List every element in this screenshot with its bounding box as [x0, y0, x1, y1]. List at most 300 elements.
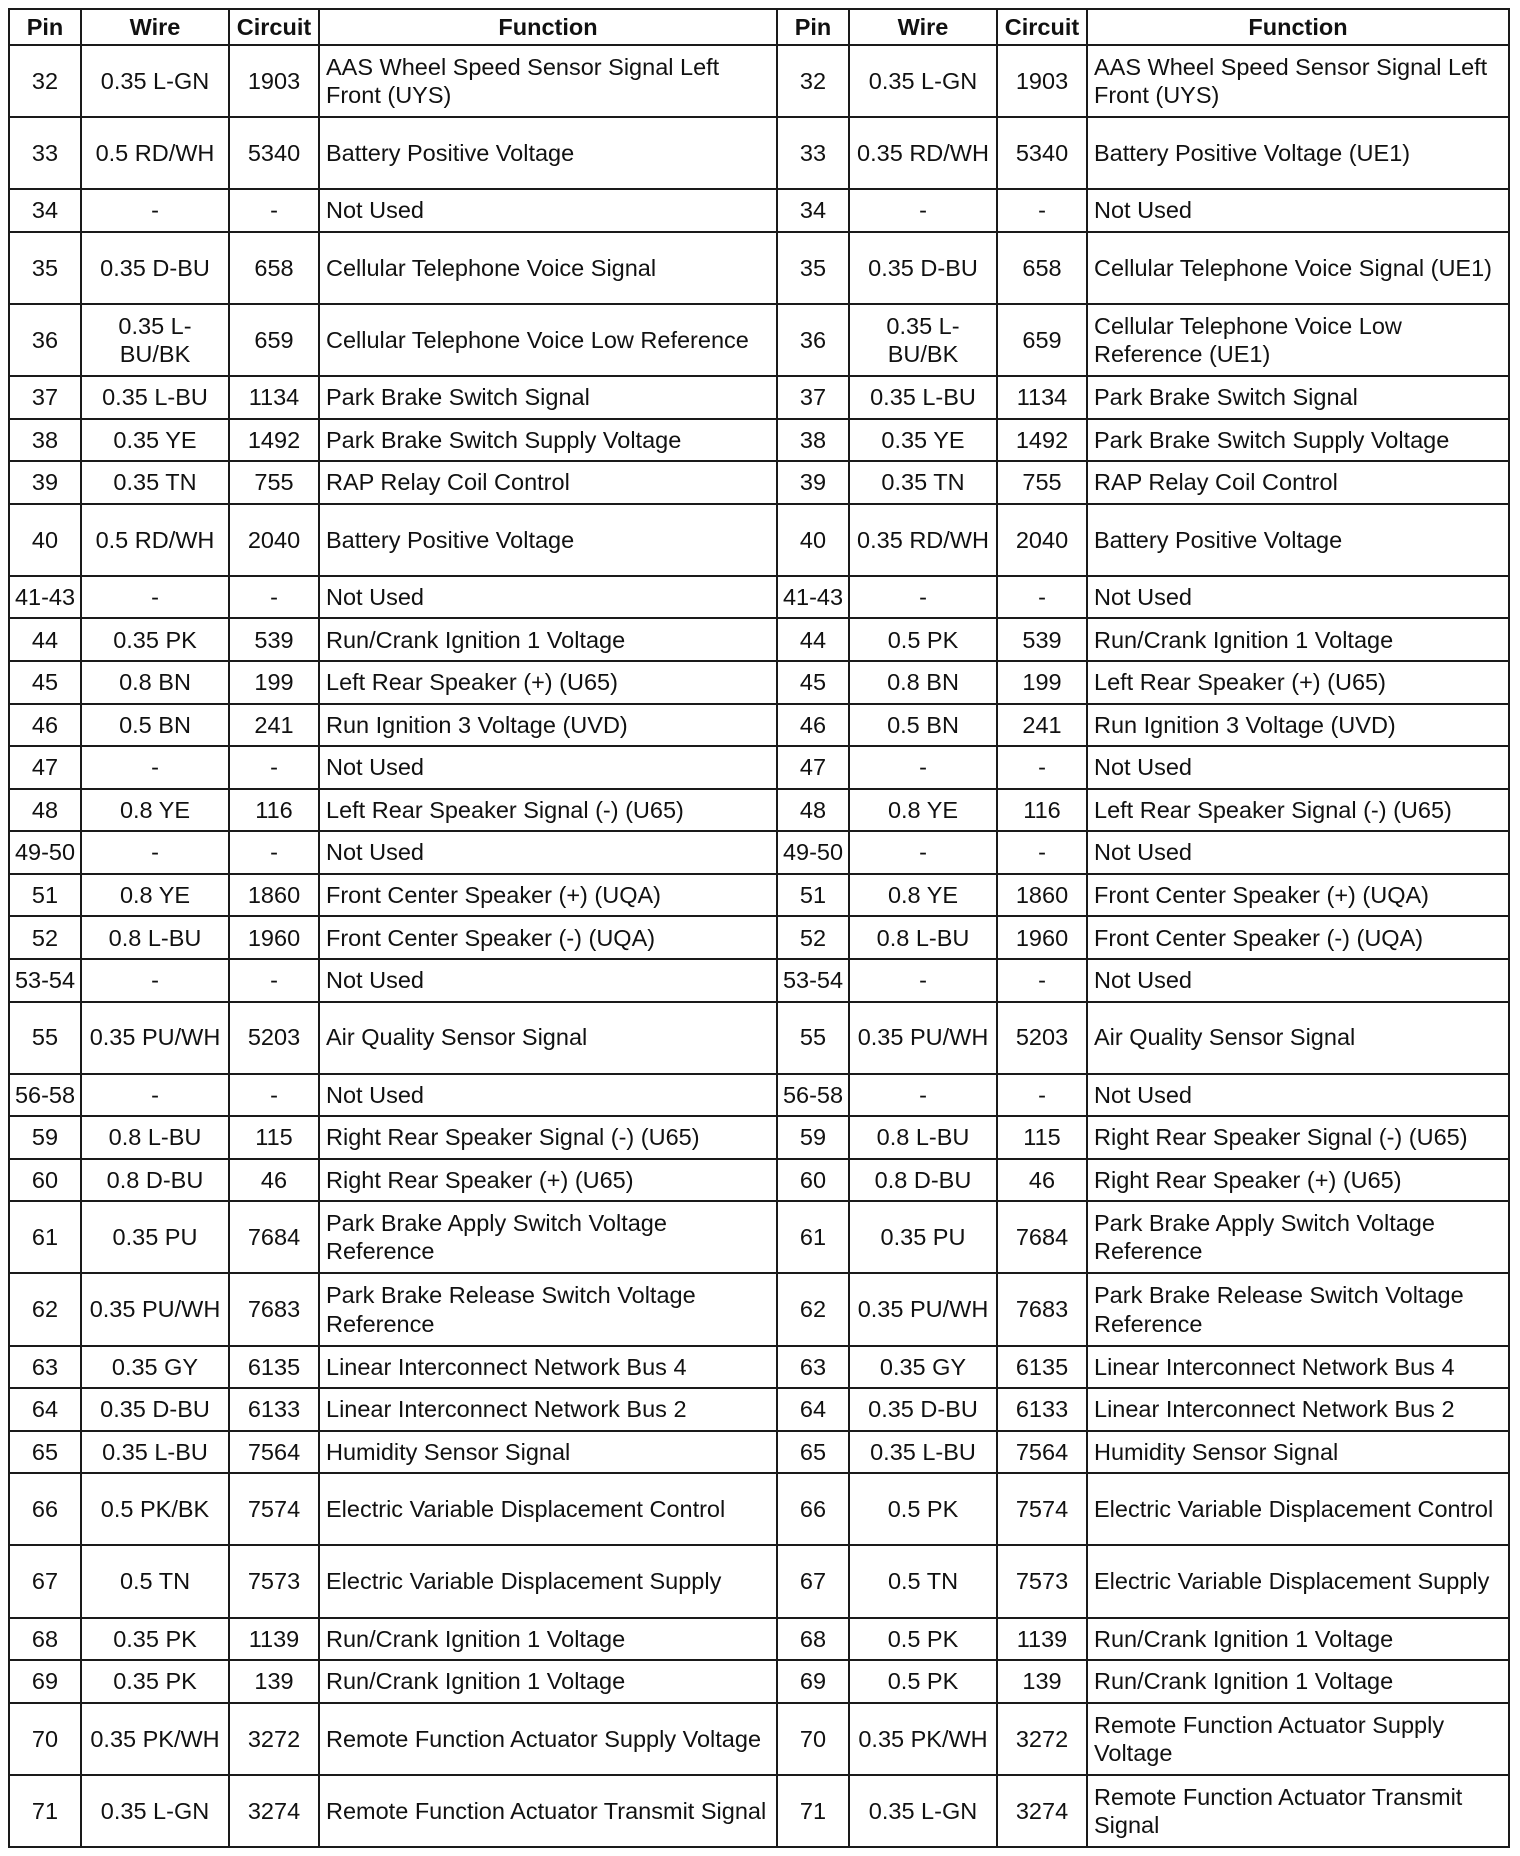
- pin-cell-right: 68: [777, 1618, 849, 1661]
- pin-cell-right: 69: [777, 1660, 849, 1703]
- wire-cell-left: -: [81, 189, 229, 232]
- circuit-cell-right: -: [997, 189, 1087, 232]
- circuit-cell-left: 7573: [229, 1545, 319, 1617]
- function-cell-right: Front Center Speaker (+) (UQA): [1087, 874, 1509, 917]
- pin-cell-right: 44: [777, 618, 849, 661]
- pin-cell-right: 67: [777, 1545, 849, 1617]
- wire-cell-right: 0.35 RD/WH: [849, 117, 997, 189]
- table-row: [9, 1388, 1509, 1431]
- wire-cell-right: 0.8 BN: [849, 661, 997, 704]
- table-row: [9, 1159, 1509, 1202]
- circuit-cell-right: 116: [997, 789, 1087, 832]
- wire-cell-left: 0.35 PK: [81, 1618, 229, 1661]
- circuit-cell-left: 3274: [229, 1775, 319, 1847]
- table-header: [9, 9, 1509, 45]
- table-body: [9, 45, 1509, 1847]
- wire-cell-left: -: [81, 1074, 229, 1117]
- wire-cell-right: 0.35 RD/WH: [849, 504, 997, 576]
- wire-cell-right: 0.8 YE: [849, 874, 997, 917]
- wire-cell-right: 0.35 D-BU: [849, 1388, 997, 1431]
- wire-cell-right: 0.8 D-BU: [849, 1159, 997, 1202]
- wire-cell-right: 0.5 PK: [849, 1473, 997, 1545]
- pin-cell-right: 70: [777, 1703, 849, 1775]
- function-cell-left: Not Used: [319, 576, 777, 619]
- function-cell-left: Linear Interconnect Network Bus 4: [319, 1346, 777, 1389]
- table-row: [9, 959, 1509, 1002]
- table-row: [9, 704, 1509, 747]
- function-cell-right: Not Used: [1087, 959, 1509, 1002]
- pin-cell-left: 51: [9, 874, 81, 917]
- pin-cell-left: 59: [9, 1116, 81, 1159]
- wire-cell-right: 0.5 PK: [849, 618, 997, 661]
- pin-cell-right: 66: [777, 1473, 849, 1545]
- table-row: [9, 1703, 1509, 1775]
- table-row: [9, 45, 1509, 117]
- wire-cell-right: -: [849, 1074, 997, 1117]
- pin-cell-left: 65: [9, 1431, 81, 1474]
- circuit-cell-left: 115: [229, 1116, 319, 1159]
- table-row: [9, 789, 1509, 832]
- function-cell-left: Remote Function Actuator Transmit Signal: [319, 1775, 777, 1847]
- circuit-cell-right: 1860: [997, 874, 1087, 917]
- function-cell-left: Not Used: [319, 189, 777, 232]
- function-cell-left: AAS Wheel Speed Sensor Signal Left Front (UYS): [319, 45, 777, 117]
- wire-cell-right: 0.5 PK: [849, 1618, 997, 1661]
- wire-cell-right: 0.35 PU: [849, 1201, 997, 1273]
- circuit-cell-right: 5340: [997, 117, 1087, 189]
- pin-cell-right: 48: [777, 789, 849, 832]
- table-row: [9, 189, 1509, 232]
- wire-cell-left: 0.35 PU/WH: [81, 1273, 229, 1345]
- circuit-cell-left: 199: [229, 661, 319, 704]
- wire-cell-left: 0.8 D-BU: [81, 1159, 229, 1202]
- wire-cell-left: 0.5 BN: [81, 704, 229, 747]
- circuit-cell-left: 5340: [229, 117, 319, 189]
- wire-cell-left: 0.35 PK/WH: [81, 1703, 229, 1775]
- circuit-cell-left: -: [229, 746, 319, 789]
- wire-cell-right: 0.35 L-GN: [849, 45, 997, 117]
- circuit-cell-left: -: [229, 959, 319, 1002]
- function-cell-right: Run/Crank Ignition 1 Voltage: [1087, 1618, 1509, 1661]
- function-cell-right: Humidity Sensor Signal: [1087, 1431, 1509, 1474]
- circuit-cell-right: 659: [997, 304, 1087, 376]
- wire-cell-left: 0.5 RD/WH: [81, 117, 229, 189]
- pin-cell-left: 41-43: [9, 576, 81, 619]
- wire-cell-left: 0.35 YE: [81, 419, 229, 462]
- wire-cell-left: 0.5 TN: [81, 1545, 229, 1617]
- wire-cell-left: -: [81, 576, 229, 619]
- pin-cell-right: 33: [777, 117, 849, 189]
- circuit-cell-right: 2040: [997, 504, 1087, 576]
- pin-cell-left: 52: [9, 916, 81, 959]
- pin-cell-left: 56-58: [9, 1074, 81, 1117]
- wire-cell-left: 0.35 PU: [81, 1201, 229, 1273]
- circuit-cell-left: 7683: [229, 1273, 319, 1345]
- circuit-cell-right: 1960: [997, 916, 1087, 959]
- wire-cell-left: 0.5 RD/WH: [81, 504, 229, 576]
- wire-cell-left: 0.5 PK/BK: [81, 1473, 229, 1545]
- pin-cell-left: 63: [9, 1346, 81, 1389]
- function-cell-right: Not Used: [1087, 746, 1509, 789]
- pin-cell-right: 40: [777, 504, 849, 576]
- pin-cell-left: 46: [9, 704, 81, 747]
- pin-cell-right: 45: [777, 661, 849, 704]
- circuit-cell-left: 1492: [229, 419, 319, 462]
- pin-cell-left: 45: [9, 661, 81, 704]
- circuit-cell-left: 116: [229, 789, 319, 832]
- pin-cell-left: 39: [9, 461, 81, 504]
- wire-cell-left: 0.35 GY: [81, 1346, 229, 1389]
- wire-cell-left: 0.35 L-BU: [81, 1431, 229, 1474]
- circuit-cell-right: -: [997, 831, 1087, 874]
- circuit-cell-right: 6135: [997, 1346, 1087, 1389]
- circuit-cell-right: 7683: [997, 1273, 1087, 1345]
- table-row: [9, 461, 1509, 504]
- table-row: [9, 1775, 1509, 1847]
- wire-cell-right: -: [849, 746, 997, 789]
- wire-cell-left: -: [81, 746, 229, 789]
- function-cell-right: AAS Wheel Speed Sensor Signal Left Front (UYS): [1087, 45, 1509, 117]
- function-cell-right: Not Used: [1087, 576, 1509, 619]
- circuit-cell-left: 7574: [229, 1473, 319, 1545]
- function-cell-right: Park Brake Switch Signal: [1087, 376, 1509, 419]
- function-cell-left: Run Ignition 3 Voltage (UVD): [319, 704, 777, 747]
- pin-cell-left: 62: [9, 1273, 81, 1345]
- function-cell-left: Cellular Telephone Voice Signal: [319, 232, 777, 304]
- pin-cell-right: 60: [777, 1159, 849, 1202]
- wire-cell-left: 0.35 L-BU: [81, 376, 229, 419]
- function-cell-left: Not Used: [319, 1074, 777, 1117]
- table-row: [9, 1201, 1509, 1273]
- table-row: [9, 117, 1509, 189]
- circuit-cell-left: 658: [229, 232, 319, 304]
- wire-cell-left: 0.35 L-GN: [81, 45, 229, 117]
- function-cell-right: Run/Crank Ignition 1 Voltage: [1087, 1660, 1509, 1703]
- function-cell-right: Electric Variable Displacement Control: [1087, 1473, 1509, 1545]
- wire-cell-left: 0.35 PK: [81, 1660, 229, 1703]
- circuit-cell-right: -: [997, 576, 1087, 619]
- pin-cell-right: 36: [777, 304, 849, 376]
- pin-cell-right: 41-43: [777, 576, 849, 619]
- pin-cell-left: 68: [9, 1618, 81, 1661]
- wire-cell-right: -: [849, 831, 997, 874]
- wire-cell-left: 0.35 D-BU: [81, 1388, 229, 1431]
- function-cell-right: Park Brake Release Switch Voltage Reference: [1087, 1273, 1509, 1345]
- pin-cell-left: 35: [9, 232, 81, 304]
- function-cell-left: Front Center Speaker (-) (UQA): [319, 916, 777, 959]
- pin-cell-left: 34: [9, 189, 81, 232]
- wire-cell-left: 0.35 TN: [81, 461, 229, 504]
- function-cell-right: Park Brake Apply Switch Voltage Reference: [1087, 1201, 1509, 1273]
- header-wire-left: Wire: [81, 9, 229, 45]
- wire-cell-right: 0.35 L-BU: [849, 376, 997, 419]
- circuit-cell-left: 241: [229, 704, 319, 747]
- header-function-left: Function: [319, 9, 777, 45]
- function-cell-right: Linear Interconnect Network Bus 4: [1087, 1346, 1509, 1389]
- header-circuit-left: Circuit: [229, 9, 319, 45]
- wire-cell-right: -: [849, 959, 997, 1002]
- circuit-cell-left: -: [229, 576, 319, 619]
- table-row: [9, 1002, 1509, 1074]
- circuit-cell-left: 3272: [229, 1703, 319, 1775]
- header-function-right: Function: [1087, 9, 1509, 45]
- wire-cell-right: 0.5 TN: [849, 1545, 997, 1617]
- wire-cell-right: 0.35 PU/WH: [849, 1273, 997, 1345]
- wire-cell-left: 0.35 D-BU: [81, 232, 229, 304]
- table-row: [9, 304, 1509, 376]
- pin-cell-right: 47: [777, 746, 849, 789]
- circuit-cell-right: -: [997, 1074, 1087, 1117]
- function-cell-left: Left Rear Speaker (+) (U65): [319, 661, 777, 704]
- circuit-cell-left: 1139: [229, 1618, 319, 1661]
- function-cell-right: Not Used: [1087, 831, 1509, 874]
- circuit-cell-right: 6133: [997, 1388, 1087, 1431]
- wire-cell-right: 0.5 BN: [849, 704, 997, 747]
- circuit-cell-left: 46: [229, 1159, 319, 1202]
- pin-cell-left: 53-54: [9, 959, 81, 1002]
- circuit-cell-right: 7574: [997, 1473, 1087, 1545]
- circuit-cell-right: 755: [997, 461, 1087, 504]
- circuit-cell-left: 1903: [229, 45, 319, 117]
- table-row: [9, 1431, 1509, 1474]
- circuit-cell-right: 241: [997, 704, 1087, 747]
- connector-pinout-table: [8, 8, 1510, 1848]
- circuit-cell-right: 199: [997, 661, 1087, 704]
- pin-cell-right: 71: [777, 1775, 849, 1847]
- function-cell-right: Linear Interconnect Network Bus 2: [1087, 1388, 1509, 1431]
- table-row: [9, 376, 1509, 419]
- table-row: [9, 1660, 1509, 1703]
- table-row: [9, 1618, 1509, 1661]
- pin-cell-right: 63: [777, 1346, 849, 1389]
- function-cell-left: Park Brake Switch Signal: [319, 376, 777, 419]
- circuit-cell-left: 6135: [229, 1346, 319, 1389]
- function-cell-left: Front Center Speaker (+) (UQA): [319, 874, 777, 917]
- pin-cell-right: 65: [777, 1431, 849, 1474]
- pin-cell-right: 61: [777, 1201, 849, 1273]
- table-row: [9, 661, 1509, 704]
- circuit-cell-right: 46: [997, 1159, 1087, 1202]
- function-cell-left: Run/Crank Ignition 1 Voltage: [319, 618, 777, 661]
- table-row: [9, 419, 1509, 462]
- function-cell-left: Humidity Sensor Signal: [319, 1431, 777, 1474]
- circuit-cell-left: 5203: [229, 1002, 319, 1074]
- circuit-cell-right: 658: [997, 232, 1087, 304]
- pin-cell-left: 70: [9, 1703, 81, 1775]
- wire-cell-left: 0.8 BN: [81, 661, 229, 704]
- function-cell-left: Not Used: [319, 959, 777, 1002]
- table-row: [9, 916, 1509, 959]
- wire-cell-right: 0.35 L-GN: [849, 1775, 997, 1847]
- wire-cell-right: 0.35 D-BU: [849, 232, 997, 304]
- function-cell-right: Front Center Speaker (-) (UQA): [1087, 916, 1509, 959]
- wire-cell-right: 0.35 PU/WH: [849, 1002, 997, 1074]
- table-row: [9, 618, 1509, 661]
- wire-cell-left: -: [81, 831, 229, 874]
- pin-cell-left: 32: [9, 45, 81, 117]
- pin-cell-left: 33: [9, 117, 81, 189]
- wire-cell-right: 0.35 GY: [849, 1346, 997, 1389]
- pin-cell-left: 48: [9, 789, 81, 832]
- circuit-cell-left: 755: [229, 461, 319, 504]
- pin-cell-right: 34: [777, 189, 849, 232]
- table-row: [9, 576, 1509, 619]
- function-cell-left: RAP Relay Coil Control: [319, 461, 777, 504]
- pin-cell-left: 38: [9, 419, 81, 462]
- circuit-cell-right: 139: [997, 1660, 1087, 1703]
- circuit-cell-right: 7564: [997, 1431, 1087, 1474]
- table-row: [9, 874, 1509, 917]
- pin-cell-left: 71: [9, 1775, 81, 1847]
- function-cell-left: Electric Variable Displacement Supply: [319, 1545, 777, 1617]
- circuit-cell-left: -: [229, 1074, 319, 1117]
- function-cell-right: Run/Crank Ignition 1 Voltage: [1087, 618, 1509, 661]
- pin-cell-right: 49-50: [777, 831, 849, 874]
- function-cell-left: Air Quality Sensor Signal: [319, 1002, 777, 1074]
- pin-cell-left: 60: [9, 1159, 81, 1202]
- circuit-cell-right: 115: [997, 1116, 1087, 1159]
- circuit-cell-right: 3272: [997, 1703, 1087, 1775]
- function-cell-right: Battery Positive Voltage: [1087, 504, 1509, 576]
- function-cell-right: Left Rear Speaker Signal (-) (U65): [1087, 789, 1509, 832]
- pin-cell-left: 69: [9, 1660, 81, 1703]
- pin-cell-right: 52: [777, 916, 849, 959]
- function-cell-left: Left Rear Speaker Signal (-) (U65): [319, 789, 777, 832]
- wire-cell-right: 0.8 YE: [849, 789, 997, 832]
- circuit-cell-right: 539: [997, 618, 1087, 661]
- circuit-cell-left: -: [229, 189, 319, 232]
- pin-cell-right: 35: [777, 232, 849, 304]
- wire-cell-left: 0.8 YE: [81, 874, 229, 917]
- function-cell-right: Not Used: [1087, 1074, 1509, 1117]
- circuit-cell-left: 1134: [229, 376, 319, 419]
- circuit-cell-right: 1903: [997, 45, 1087, 117]
- pin-cell-left: 66: [9, 1473, 81, 1545]
- wire-cell-right: 0.8 L-BU: [849, 1116, 997, 1159]
- function-cell-left: Right Rear Speaker Signal (-) (U65): [319, 1116, 777, 1159]
- pin-cell-left: 37: [9, 376, 81, 419]
- pin-cell-left: 44: [9, 618, 81, 661]
- function-cell-right: Battery Positive Voltage (UE1): [1087, 117, 1509, 189]
- table-row: [9, 1473, 1509, 1545]
- function-cell-left: Linear Interconnect Network Bus 2: [319, 1388, 777, 1431]
- pin-cell-left: 36: [9, 304, 81, 376]
- wire-cell-left: 0.35 L-BU/BK: [81, 304, 229, 376]
- function-cell-left: Run/Crank Ignition 1 Voltage: [319, 1660, 777, 1703]
- pin-cell-left: 64: [9, 1388, 81, 1431]
- circuit-cell-left: 1960: [229, 916, 319, 959]
- circuit-cell-left: 6133: [229, 1388, 319, 1431]
- pin-cell-right: 32: [777, 45, 849, 117]
- table-row: [9, 1346, 1509, 1389]
- wire-cell-right: 0.35 TN: [849, 461, 997, 504]
- circuit-cell-left: 659: [229, 304, 319, 376]
- pin-cell-right: 59: [777, 1116, 849, 1159]
- function-cell-left: Park Brake Release Switch Voltage Reference: [319, 1273, 777, 1345]
- function-cell-right: Remote Function Actuator Transmit Signal: [1087, 1775, 1509, 1847]
- table-row: [9, 1273, 1509, 1345]
- pin-cell-right: 46: [777, 704, 849, 747]
- table-row: [9, 831, 1509, 874]
- wire-cell-right: 0.35 YE: [849, 419, 997, 462]
- table-row: [9, 746, 1509, 789]
- table-row: [9, 1545, 1509, 1617]
- wire-cell-right: -: [849, 189, 997, 232]
- header-wire-right: Wire: [849, 9, 997, 45]
- function-cell-right: Not Used: [1087, 189, 1509, 232]
- function-cell-right: Left Rear Speaker (+) (U65): [1087, 661, 1509, 704]
- function-cell-left: Park Brake Switch Supply Voltage: [319, 419, 777, 462]
- pin-cell-right: 37: [777, 376, 849, 419]
- pin-cell-right: 55: [777, 1002, 849, 1074]
- header-pin-left: Pin: [9, 9, 81, 45]
- wire-cell-right: 0.8 L-BU: [849, 916, 997, 959]
- function-cell-left: Not Used: [319, 831, 777, 874]
- circuit-cell-left: 1860: [229, 874, 319, 917]
- wire-cell-left: 0.35 PU/WH: [81, 1002, 229, 1074]
- function-cell-right: Remote Function Actuator Supply Voltage: [1087, 1703, 1509, 1775]
- wire-cell-left: 0.35 PK: [81, 618, 229, 661]
- pin-cell-left: 47: [9, 746, 81, 789]
- pin-cell-right: 51: [777, 874, 849, 917]
- wire-cell-right: 0.35 L-BU: [849, 1431, 997, 1474]
- pin-cell-left: 40: [9, 504, 81, 576]
- wire-cell-right: 0.5 PK: [849, 1660, 997, 1703]
- wire-cell-right: -: [849, 576, 997, 619]
- circuit-cell-right: -: [997, 959, 1087, 1002]
- wire-cell-left: 0.8 L-BU: [81, 916, 229, 959]
- table-row: [9, 232, 1509, 304]
- header-circuit-right: Circuit: [997, 9, 1087, 45]
- pin-cell-right: 64: [777, 1388, 849, 1431]
- pin-cell-right: 56-58: [777, 1074, 849, 1117]
- circuit-cell-right: 1139: [997, 1618, 1087, 1661]
- circuit-cell-right: 1492: [997, 419, 1087, 462]
- circuit-cell-left: 2040: [229, 504, 319, 576]
- circuit-cell-left: 139: [229, 1660, 319, 1703]
- function-cell-right: Electric Variable Displacement Supply: [1087, 1545, 1509, 1617]
- pin-cell-left: 55: [9, 1002, 81, 1074]
- function-cell-right: Air Quality Sensor Signal: [1087, 1002, 1509, 1074]
- wire-cell-left: 0.8 L-BU: [81, 1116, 229, 1159]
- table-row: [9, 1116, 1509, 1159]
- function-cell-right: Run Ignition 3 Voltage (UVD): [1087, 704, 1509, 747]
- header-pin-right: Pin: [777, 9, 849, 45]
- circuit-cell-right: 7684: [997, 1201, 1087, 1273]
- pin-cell-left: 67: [9, 1545, 81, 1617]
- wire-cell-right: 0.35 L-BU/BK: [849, 304, 997, 376]
- circuit-cell-left: -: [229, 831, 319, 874]
- wire-cell-right: 0.35 PK/WH: [849, 1703, 997, 1775]
- function-cell-right: Right Rear Speaker Signal (-) (U65): [1087, 1116, 1509, 1159]
- function-cell-left: Electric Variable Displacement Control: [319, 1473, 777, 1545]
- function-cell-left: Park Brake Apply Switch Voltage Reference: [319, 1201, 777, 1273]
- pin-cell-right: 39: [777, 461, 849, 504]
- function-cell-right: Park Brake Switch Supply Voltage: [1087, 419, 1509, 462]
- function-cell-left: Right Rear Speaker (+) (U65): [319, 1159, 777, 1202]
- pin-cell-right: 38: [777, 419, 849, 462]
- function-cell-left: Battery Positive Voltage: [319, 117, 777, 189]
- function-cell-right: RAP Relay Coil Control: [1087, 461, 1509, 504]
- circuit-cell-right: 1134: [997, 376, 1087, 419]
- table-row: [9, 1074, 1509, 1117]
- header-row: [9, 9, 1509, 45]
- circuit-cell-right: -: [997, 746, 1087, 789]
- pin-cell-left: 61: [9, 1201, 81, 1273]
- circuit-cell-left: 539: [229, 618, 319, 661]
- circuit-cell-right: 5203: [997, 1002, 1087, 1074]
- circuit-cell-left: 7684: [229, 1201, 319, 1273]
